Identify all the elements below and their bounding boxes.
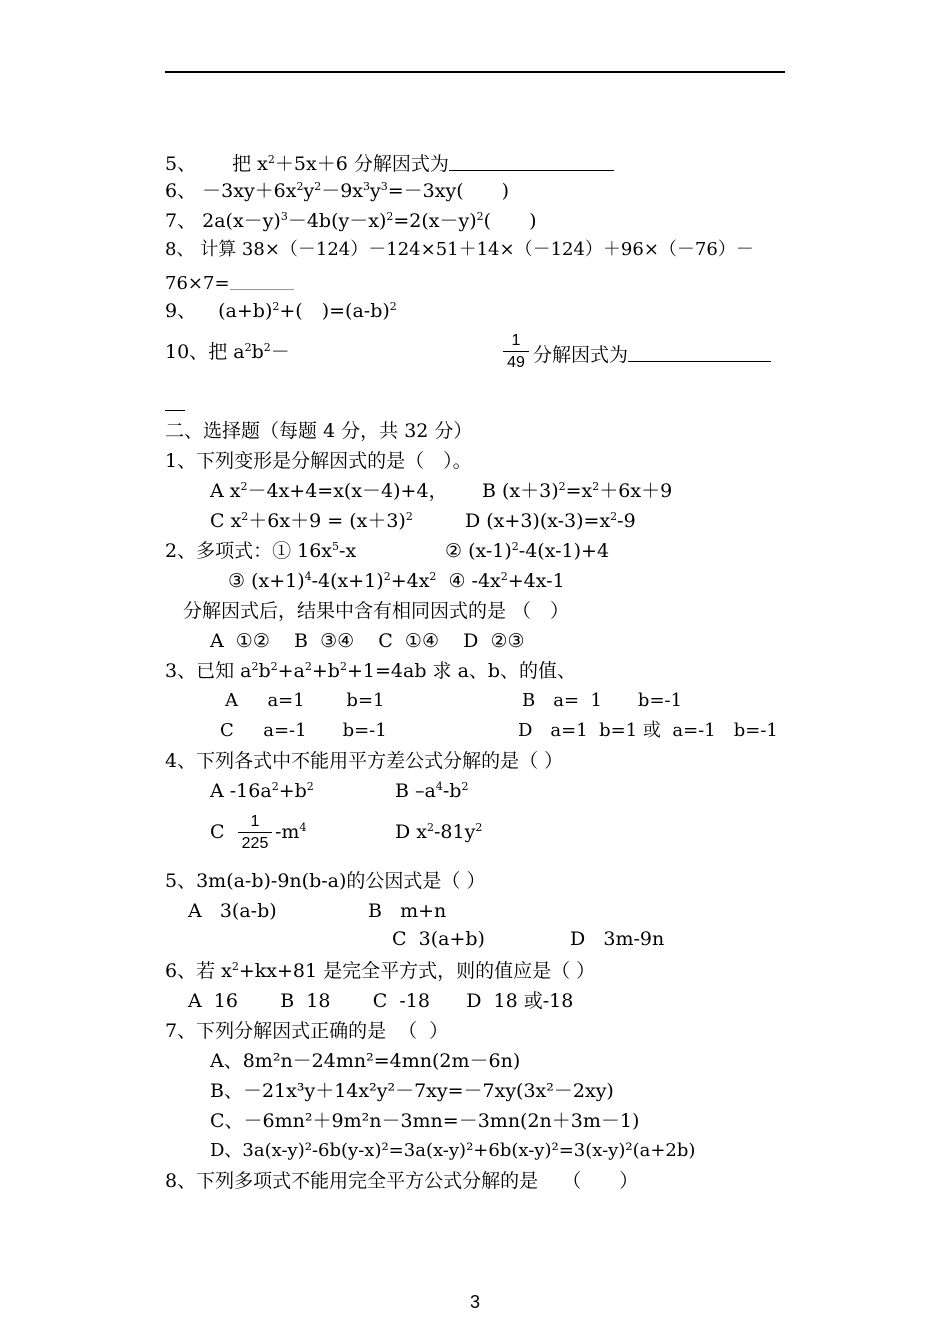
fill-q10: 10、把 $a^2b^2-$ — [165, 341, 290, 363]
mc-q8: 8、下列多项式不能用完全平方公式分解的是 （ ） — [165, 1170, 639, 1192]
fill-q6: 6、 $-3xy+6x^2y^2-9x^3y^3=-3xy$( ) — [165, 180, 510, 202]
mc-q3-option-d: D a=1 b=1 或 a=-1 b=-1 — [518, 720, 778, 741]
mc-q4-option-d: D $x^2-81y^2$ — [395, 821, 483, 843]
mc-q4-option-a: A $-16a^2+b^2$ — [210, 780, 314, 802]
mc-q1-option-a: A $x^2-4x+4=x(x-4)+4$， — [210, 480, 448, 502]
mc-q3: 3、已知 $a^2b^2+a^2+b^2+1=4ab$ 求 a、b、的值、 — [165, 660, 577, 682]
fill-q10-tail: 分解因式为 — [533, 343, 771, 365]
answer-blank[interactable] — [449, 152, 614, 171]
mc-q1-option-b: B $(x+3)^2=x^2+6x+9$ — [482, 480, 673, 502]
mc-q2-line2: ③ $(x+1)^4-4(x+1)^2+4x^2$ ④ $-4x^2+4x-1$ — [228, 570, 565, 592]
mc-q3-option-a: A a=1 b=1 — [225, 690, 385, 711]
mc-q5-option-c: C 3(a+b) — [392, 928, 485, 950]
mc-q7-option-d: D、3a(x-y)²-6b(y-x)²=3a(x-y)²+6b(x-y)²=3(x-y)²(a+2b) — [210, 1140, 696, 1161]
fill-q9: 9、 $(a+b)^2+$( )$=(a-b)^2$ — [165, 300, 397, 322]
mc-q7-option-c: C、－6mn²＋9m²n－3mn=－3mn(2n＋3m－1) — [210, 1110, 640, 1132]
mc-q3-option-b: B a= 1 b=-1 — [522, 690, 683, 711]
answer-blank[interactable] — [628, 343, 771, 362]
mc-q1: 1、下列变形是分解因式的是（ ）。 — [165, 450, 472, 472]
mc-q2-stem: 分解因式后，结果中含有相同因式的是 （ ） — [183, 600, 570, 622]
mc-q3-option-c: C a=-1 b=-1 — [220, 720, 387, 741]
section-2-title: 二、选择题（每题 4 分，共 32 分） — [165, 420, 473, 442]
mc-q5-option-a: A 3(a-b) — [188, 900, 277, 922]
mc-q5: 5、3m(a-b)-9n(b-a)的公因式是（ ） — [165, 870, 486, 892]
mc-q5-option-b: B m+n — [368, 900, 447, 922]
answer-blank-continued[interactable] — [165, 392, 185, 411]
mc-q2-line1: 2、多项式：① $16x^5-x$ — [165, 540, 357, 562]
mc-q1-option-c: C $x^2+6x+9 = (x+3)^2$ — [210, 510, 413, 532]
answer-blank[interactable] — [230, 271, 294, 290]
fill-q7: 7、 $2a(x-y)^3-4b(y-x)^2=2(x-y)^2$( ) — [165, 210, 537, 232]
mc-q1-option-d: D $(x+3)(x-3)=x^2-9$ — [465, 510, 636, 532]
fill-q8-line2: 76×7= — [165, 271, 294, 293]
mc-q7: 7、下列分解因式正确的是 （ ） — [165, 1020, 449, 1042]
mc-q7-option-b: B、－21x³y＋14x²y²－7xy=－7xy(3x²－2xy) — [210, 1080, 614, 1102]
mc-q4-option-b: B $-a^4-b^2$ — [395, 780, 469, 802]
question-number: 5、 — [165, 153, 197, 175]
mc-q4-option-c: $-m^4$ — [275, 821, 307, 843]
mc-q6: 6、若 $x^2+kx+81$ 是完全平方式，则的值应是（ ） — [165, 960, 596, 982]
mc-q4: 4、下列各式中不能用平方差公式分解的是（ ） — [165, 750, 564, 772]
mc-q7-option-a: A、8m²n－24mn²=4mn(2m－6n) — [210, 1050, 521, 1072]
mc-q6-options: A 16 B 18 C -18 D 18 或-18 — [188, 990, 574, 1012]
mc-q5-option-d: D 3m-9n — [570, 928, 665, 950]
mc-q2-options: A ①② B ③④ C ①④ D ②③ — [210, 630, 525, 652]
page-number: 3 — [469, 1292, 480, 1312]
fraction-1-49: 1 49 — [503, 333, 529, 371]
fraction-1-225: 1 225 — [238, 814, 272, 852]
mc-q4-option-c-label: C — [210, 821, 225, 843]
fill-q8-line1: 8、 计算 38×（－124）－124×51＋14×（－124）＋96×（－76）－ — [165, 239, 754, 260]
header-rule — [165, 71, 785, 73]
fill-q5: 5、 把 $x^2+5x+6$ 分解因式为 — [165, 152, 614, 174]
mc-q2-poly2: ② $(x-1)^2-4(x-1)+4$ — [445, 540, 610, 562]
